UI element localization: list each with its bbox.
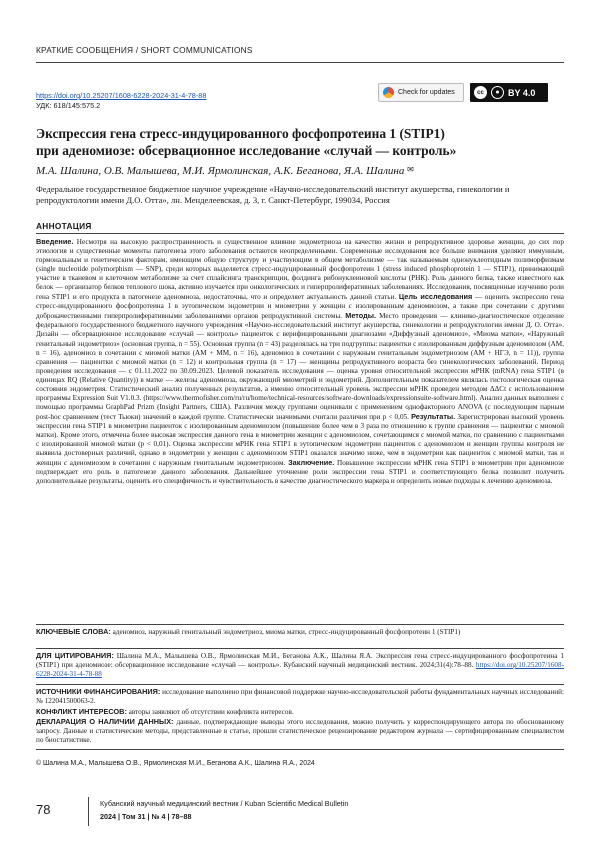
annotation-divider — [36, 233, 564, 234]
results-label: Результаты. — [411, 411, 456, 421]
data-text: данные, подтверждающие выводы этого исследования, можно получить у корреспондирующего автора по обоснованному запросу. Данные и статистические методы, представленные в статье, прошли статистическое рецензирование редактором журнала — сертифицированным специалистом по биостатистике. — [36, 718, 565, 745]
funding-text: исследование выполнено при финансовой поддержке научно-исследовательской работы фундаментальных научных исследований: № 122041500063-2. — [36, 688, 565, 706]
results-text: Зарегистрирован высокий уровень экспрессии гена STIP1 в миометрии пациенток с изолированным аденомиозом (повышение более чем в 3 раза по отношению к группе сравнения — пациентки с миомой матки). Кроме этого, отмечена более высокая экспрессия данного гена в миометрии женщин с аденомиозом, сочетающимся с миомой матки, по сравнению с пациентками с изолированной миомой матки (p < 0,01). Оценка экспрессии мРНК гена STIP1 в эутопическом эндометрии пациенток с аденомиозом и женщин группы контроля не выявила достоверных различий, однако в эндометрии у женщин с аденомиозом STIP1 оказался значимо ниже, чем в эндометрии как пациенток с миомой матки, так и женщин с аденомиозом в сочетании с наружным генитальным эндометриозом. — [36, 412, 565, 468]
affiliation: Федеральное государственное бюджетное научное учреждение «Научно-исследовательский институт акушерства, гинекологии и репродуктологии имени Д.О. Отта», лн. Менделеевская, д. 3, г. Санкт-Петербург, 199034, Россия — [36, 184, 510, 205]
copyright: © Шалина М.А., Малышева О.В., Ярмолинская М.И., Беганова А.К., Шалина Я.А., 2024 — [36, 760, 315, 767]
header-divider — [36, 62, 564, 63]
udk-code: УДК: 618/145:575.2 — [36, 101, 101, 110]
section-header: КРАТКИЕ СООБЩЕНИЯ / SHORT COMMUNICATIONS — [36, 45, 253, 55]
conflict-label: КОНФЛИКТ ИНТЕРЕСОВ: — [36, 707, 127, 716]
journal-name: Кубанский научный медицинский вестник / Kuban Scientific Medical Bulletin — [100, 799, 349, 808]
funding-label: ИСТОЧНИКИ ФИНАНСИРОВАНИЯ: — [36, 687, 161, 696]
funding — [36, 687, 564, 706]
aim-label: Цель исследования — [398, 292, 473, 302]
citation — [36, 651, 564, 679]
issue-info: 2024 | Том 31 | № 4 | 78–88 — [100, 812, 192, 821]
annotation-heading: АННОТАЦИЯ — [36, 221, 92, 231]
crossmark-icon — [383, 87, 394, 98]
abstract — [36, 237, 564, 486]
author-list: М.А. Шалина, О.В. Малышева, М.И. Ярмолинская, А.К. Беганова, Я.А. Шалина — [36, 165, 405, 177]
article-title — [36, 125, 566, 159]
data-label: ДЕКЛАРАЦИЯ О НАЛИЧИИ ДАННЫХ: — [36, 717, 174, 726]
keywords-label: КЛЮЧЕВЫЕ СЛОВА: — [36, 627, 111, 636]
authors — [36, 165, 414, 177]
license-badge[interactable] — [470, 83, 548, 102]
page-number: 78 — [36, 802, 51, 817]
check-for-updates-badge[interactable] — [378, 83, 464, 102]
conclusion-label: Заключение. — [288, 458, 335, 468]
copyright-divider — [36, 749, 564, 750]
citation-label: ДЛЯ ЦИТИРОВАНИЯ: — [36, 651, 114, 660]
intro-text: Несмотря на высокую распространенность и существенное влияние эндометриоза на качество жизни и репродуктивное здоровье женщин, до сих пор этиология и существенные моменты патогенеза этого заболевания остаются неопределенными. Современные исследования все больше внимания уделяют иммунным, гормональным и генетическим факторам, имеющим общую структуру и участвующим в общем метаболизме — так называемым однонуклеотидным полиморфизмам (single nucleotide polymorphism — SNP), среди которых выделяется стресс-индуцированный фосфопротеин 1 (stress induced phosphoprotein 1 — STIP1), принимающий участие в тканевом и клеточном метаболизме за счет сплайсинга транскрипции, фолдинга рибонуклеиновой кислоты (РНК). Роль данного белка, также известного как белок — организатор белков теплового шока, активно изучается при онкологических и гиперпролиферативных заболеваниях. Исследования, посвященные изучению роли гена STIP1 и его продукта в патогенезе аденомиоза, недостаточны, что и определяет актуальность данной статьи. — [36, 238, 564, 302]
title-line-1: Экспрессия гена стресс-индуцированного фосфопротеина 1 (STIP1) — [36, 126, 445, 141]
methods-label: Методы. — [345, 311, 377, 321]
citation-divider — [36, 648, 564, 649]
title-line-2: при аденомиозе: обсервационное исследование «случай — контроль» — [36, 143, 457, 158]
citation-doi-link[interactable]: https://doi.org/10.25207/1608-6228-2024-31-4-78-88 — [36, 661, 565, 679]
envelope-icon[interactable]: ✉ — [407, 165, 414, 174]
intro-label: Введение. — [36, 237, 74, 246]
methods-text: Место проведения — клинико-диагностическое отделение федерального государственного бюджетного научного учреждения «Научно-исследовательский институт акушерства, гинекологии и репродуктологии имени Д. О. Отта». Дизайн — обсервационное исследование «случай — контроль» пациенток с верифицированными диагнозами «Диффузный аденомиоз», «Миома матки», «Наружный генитальный эндометриоз» (основная группа, n = 55). Основная группа (n = 43) разделялась на три подгруппы: пациентки с изолированным диффузным аденомиозом (АМ, n = 16), аденомиоз в сочетании с миомой матки (АМ + ММ, n = 16), аденомиоз в сочетании с наружным генитальным эндометриозом (АМ + НГЭ, n = 11)), группа сравнения — пациентки с миомой матки (n = 12) и контрольная группа (n = 17) — женщины репродуктивного возраста без гинекологических заболеваний. Период проведения исследования — с 01.11.2022 по 30.09.2023. Целевой показатель исследования — оценка уровня относительной экспрессии мРНК (mRNA) гена STIP1 (в единицах RQ (Relative Quantity)) в матке — железы аденомиоза, окружающий миометрий и эндометрий. Дополнительным показателем являлась гистологическая оценка состояния эндометрия. Статистический анализ полученных результатов, а именно относительный уровень экспрессии мРНК проведен методом ΔΔCt с использованием программы Expression Suit V1.0.3. (https://www.thermofisher.com/ru/ru/home/technical-resources/software-downloads/expressionsuite-software.html). Анализ данных выполнен с помощью программы GraphPad Prizm (Insight Partners, США). Различия между группами оценивали с применением однофакторного ANOVA (с последующим парным post-hoc сравнением (тест Тьюки) значений в каждой группе. Статистически значимыми считали различия при p < 0,05. — [36, 312, 565, 421]
aim-text: — оценить экспрессию гена стресс-индуцированного фосфопротеина 1 в эутопическом эндометрии и миометрии у женщин с изолированным аденомиозом, а также при сочетании с другими доброкачественными гиперпролиферативными заболеваниями органов репродуктивной системы. — [36, 293, 564, 321]
conflict-text: авторы заявляют об отсутствии конфликта интересов. — [128, 708, 294, 716]
keywords-text: аденомиоз, наружный генитальный эндометриоз, миома матки, стресс-индуцированный фосфопротеин 1 (STIP1) — [112, 628, 461, 636]
check-updates-label: Check for updates — [398, 89, 455, 96]
keywords-divider-top — [36, 624, 564, 625]
conflict-of-interest — [36, 707, 564, 717]
conclusion-text: Повышение экспрессии мРНК гена STIP1 в миометрии при аденомиозе подтверждает его роль в патогенезе данного заболевания. Дальнейшее уточнение роли экспрессии гена STIP1 и соответствующего белка позволит получить дополнительные результаты, оценить его специфичность и чувствительность в качестве диагностического маркера и определить новые подходы к лечению аденомиоза. — [36, 459, 565, 486]
funding-divider — [36, 684, 564, 685]
citation-text: Шалина М.А., Малышева О.В., Ярмолинская М.И., Беганова А.К., Шалина Я.А. Экспрессия гена стресс-индуцированного фосфопротеина 1 (STIP1) при аденомиозе: обсервационное исследование «случай — контроль». Кубанский научный медицинский вестник. 2024;31(4):78–88. — [36, 652, 564, 670]
footer-separator — [88, 797, 89, 826]
license-label: BY 4.0 — [508, 87, 536, 98]
doi-link[interactable]: https://doi.org/10.25207/1608-6228-2024-31-4-78-88 — [36, 91, 207, 100]
keywords — [36, 627, 564, 637]
data-declaration — [36, 717, 564, 745]
by-person-icon: ● — [491, 86, 504, 99]
cc-icon: cc — [474, 86, 487, 99]
